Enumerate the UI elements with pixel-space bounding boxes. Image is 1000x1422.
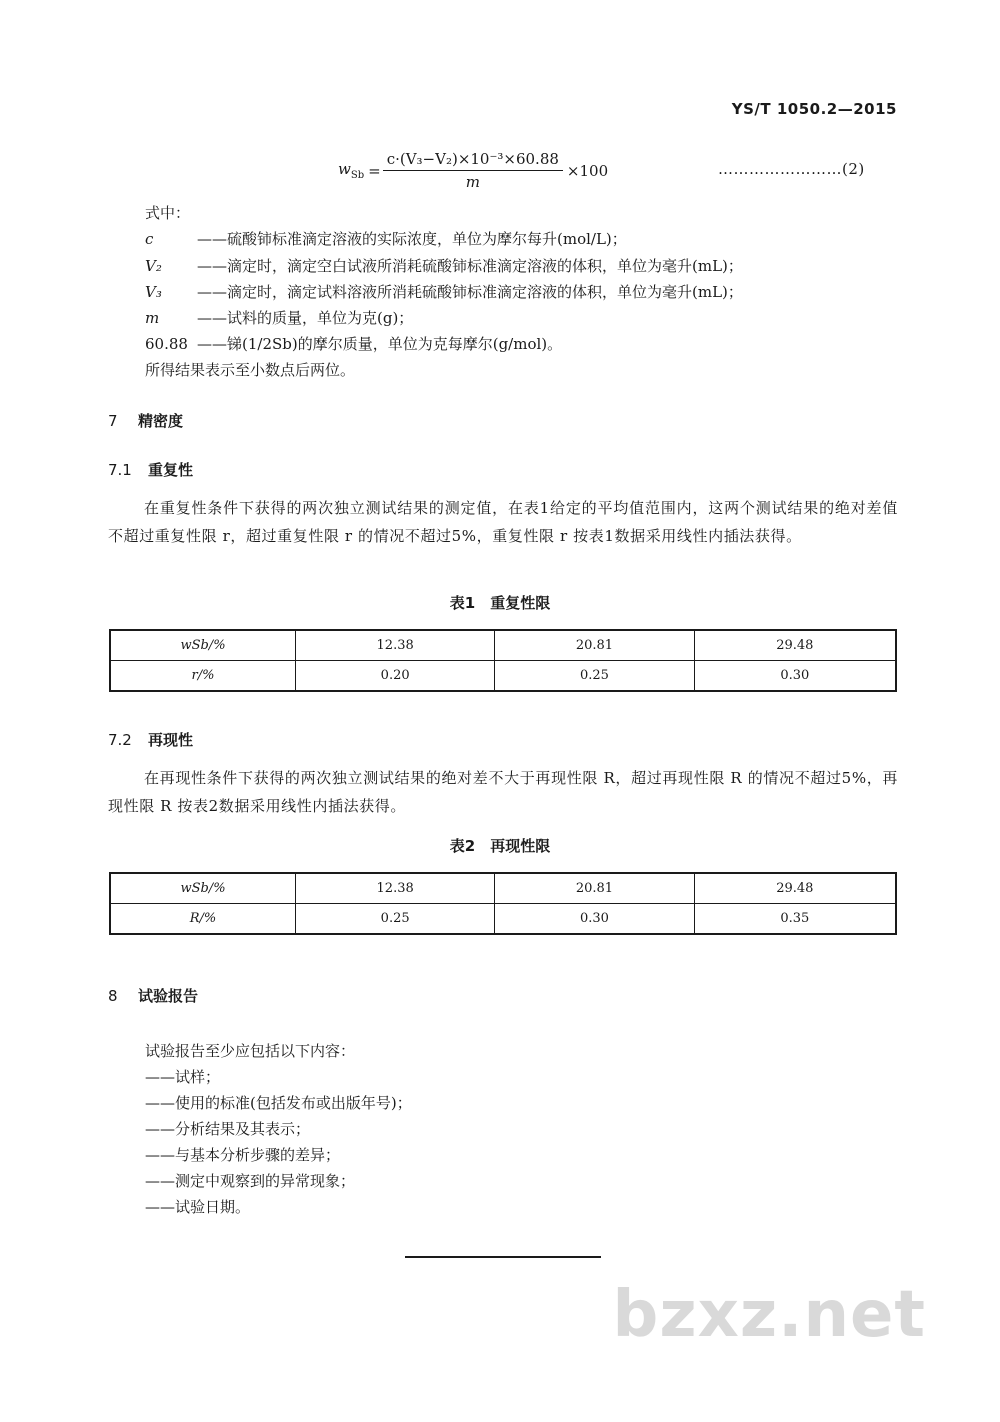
table-cell: 0.25 (495, 661, 694, 692)
table-cell: 0.25 (296, 904, 495, 935)
table-2 (109, 872, 897, 935)
report-intro: 试验报告至少应包括以下内容： (145, 1042, 356, 1060)
table-cell: 20.81 (495, 873, 694, 904)
table-cell: wSb/% (110, 873, 296, 904)
result-note: 所得结果表示至小数点后两位。 (145, 361, 356, 379)
section-7-2-paragraph: 在再现性条件下获得的两次独立测试结果的绝对差不大于再现性限 R，超过再现性限 R 的情况不超过5%，再现性限 R 按表2数据采用线性内插法获得。 (108, 769, 898, 815)
formula-lhs: $w_{Sb}$ (338, 160, 365, 181)
table-cell: 0.35 (694, 904, 896, 935)
end-rule (405, 1256, 601, 1258)
list-item: ——分析结果及其表示； (145, 1120, 311, 1138)
section-8-heading: 8 试验报告 (108, 987, 199, 1005)
watermark: bzxz.net (612, 1278, 926, 1352)
formula-equals: = (368, 161, 381, 180)
table-cell: 0.20 (296, 661, 495, 692)
standard-number: YS/T 1050.2—2015 (731, 100, 897, 118)
table-cell: 20.81 (495, 630, 694, 661)
where-item: V₂ ——滴定时，滴定空白试液所消耗硫酸铈标准滴定溶液的体积，单位为毫升(mL)； (145, 257, 743, 275)
table-cell: 12.38 (296, 630, 495, 661)
table-cell: 0.30 (694, 661, 896, 692)
equation-number: ……………………(2) (718, 160, 865, 178)
table-1 (109, 629, 897, 692)
where-item: V₃ ——滴定时，滴定试料溶液所消耗硫酸铈标准滴定溶液的体积，单位为毫升(mL)； (145, 283, 743, 301)
formula-numerator: c·(V₃−V₂)×10⁻³×60.88 (383, 150, 563, 171)
table-cell: R/% (110, 904, 296, 935)
where-item: c ——硫酸铈标准滴定溶液的实际浓度，单位为摩尔每升(mol/L)； (145, 230, 627, 248)
where-item: 60.88 ——锑(1/2Sb)的摩尔质量，单位为克每摩尔(g/mol)。 (145, 335, 563, 353)
list-item: ——试验日期。 (145, 1198, 251, 1216)
table-row (110, 873, 896, 904)
section-7-heading: 7 精密度 (108, 412, 184, 430)
table-cell: 12.38 (296, 873, 495, 904)
where-item: m ——试料的质量，单位为克(g)； (145, 309, 414, 327)
table-1-caption: 表1 重复性限 (449, 594, 551, 612)
table-cell: wSb/% (110, 630, 296, 661)
table-cell: 29.48 (694, 873, 896, 904)
list-item: ——使用的标准(包括发布或出版年号)； (145, 1094, 412, 1112)
section-7-1-paragraph: 在重复性条件下获得的两次独立测试结果的测定值，在表1给定的平均值范围内，这两个测试结果的绝对差值不超过重复性限 r，超过重复性限 r 的情况不超过5%，重复性限 r 按表1数据采用线性内插法获得。 (108, 499, 898, 545)
table-cell: 0.30 (495, 904, 694, 935)
table-row (110, 630, 896, 661)
formula-tail: ×100 (566, 161, 609, 180)
table-2-caption: 表2 再现性限 (449, 837, 551, 855)
formula-fraction (383, 150, 563, 191)
table-cell: 29.48 (694, 630, 896, 661)
formula-denominator: m (465, 173, 480, 191)
section-7-1-heading: 7.1 重复性 (108, 461, 194, 479)
formula-2 (338, 150, 608, 191)
table-cell: r/% (110, 661, 296, 692)
where-intro: 式中： (145, 204, 191, 222)
list-item: ——测定中观察到的异常现象； (145, 1172, 356, 1190)
table-row (110, 904, 896, 935)
section-7-2-heading: 7.2 再现性 (108, 731, 194, 749)
table-row (110, 661, 896, 692)
list-item: ——与基本分析步骤的差异； (145, 1146, 341, 1164)
list-item: ——试样； (145, 1068, 221, 1086)
